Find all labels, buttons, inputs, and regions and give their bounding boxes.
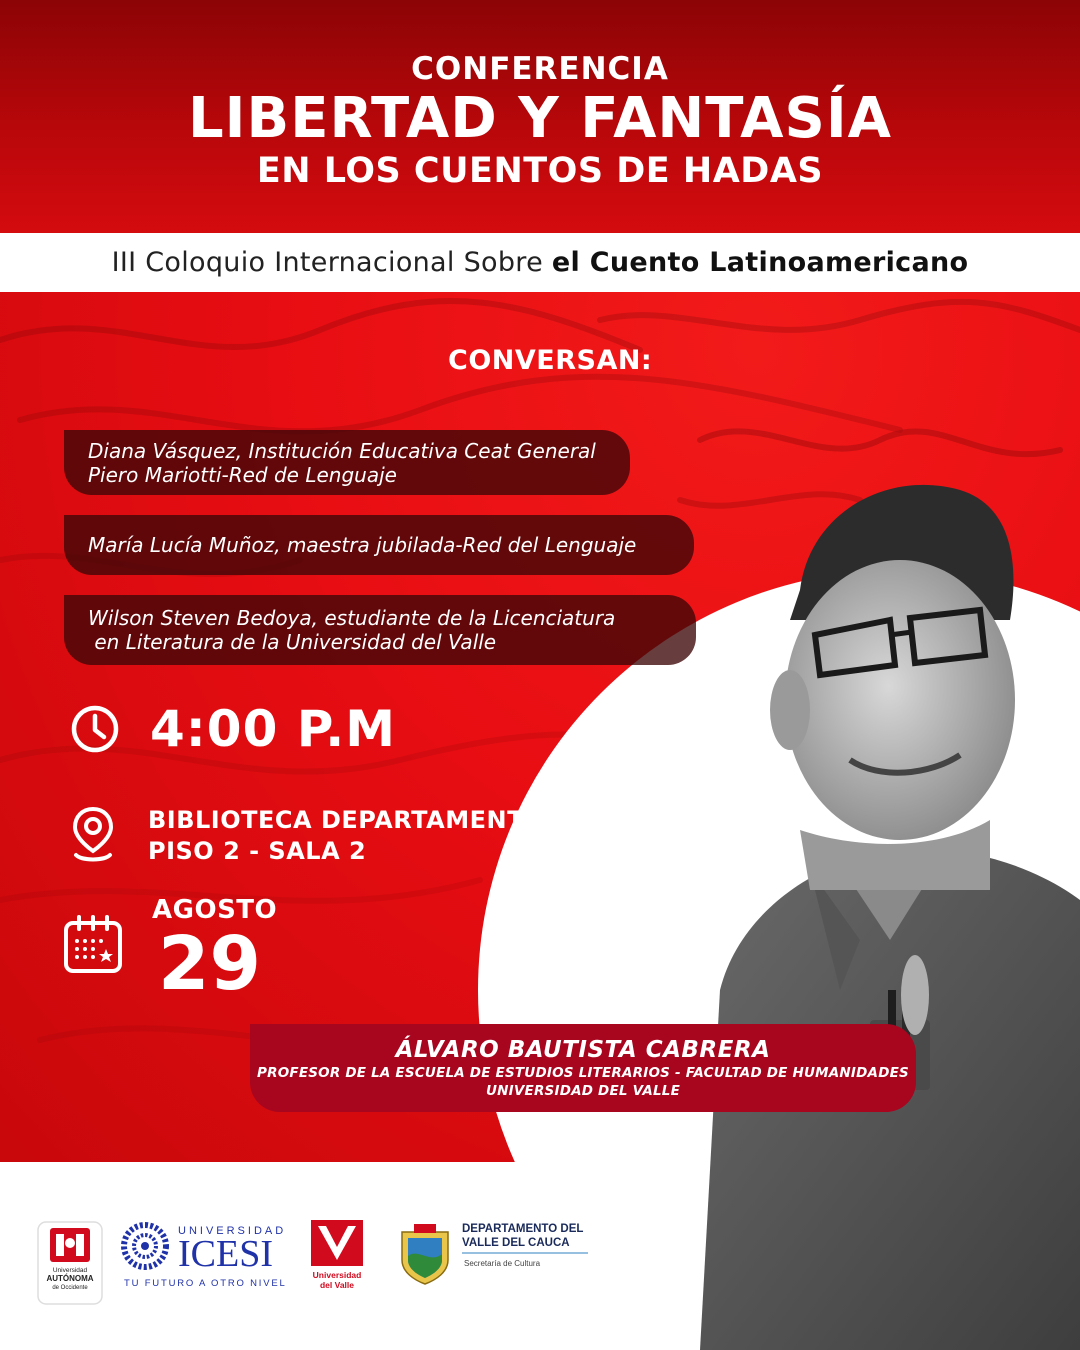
map-pin-icon xyxy=(70,805,116,863)
event-day: 29 xyxy=(158,921,261,1007)
speaker-photo xyxy=(640,470,1080,1350)
univalle-logo xyxy=(311,1220,363,1290)
speaker-pill xyxy=(64,595,696,665)
autonoma-logo xyxy=(38,1222,102,1304)
guest-role-line-2: UNIVERSIDAD DEL VALLE xyxy=(486,1083,680,1099)
guest-role-line-1: PROFESOR DE LA ESCUELA DE ESTUDIOS LITERARIOS - FACULTAD DE HUMANIDADES xyxy=(257,1065,909,1081)
location-line-2: PISO 2 - SALA 2 xyxy=(148,837,367,865)
univalle-text-1: Universidad xyxy=(312,1270,362,1280)
title-block xyxy=(0,50,1080,192)
time-row xyxy=(70,700,396,758)
title-line-3: EN LOS CUENTOS DE HADAS xyxy=(256,151,824,191)
event-date xyxy=(152,895,278,1007)
subtitle-normal: III Coloquio Internacional Sobre xyxy=(111,247,552,278)
event-month: AGOSTO xyxy=(152,895,278,925)
subtitle-strip xyxy=(0,233,1080,292)
speaker-line: Diana Vásquez, Institución Educativa Ceat General xyxy=(88,438,596,463)
autonoma-text-2: AUTÓNOMA xyxy=(46,1274,94,1283)
icesi-tagline: TU FUTURO A OTRO NIVEL xyxy=(124,1278,287,1289)
icesi-top: UNIVERSIDAD xyxy=(178,1225,287,1237)
location-line-1: BIBLIOTECA DEPARTAMENTAL xyxy=(148,806,557,834)
location-row xyxy=(70,805,557,867)
icesi-name: ICESI xyxy=(178,1233,273,1275)
subtitle-bold: el Cuento Latinoamericano xyxy=(551,247,969,278)
event-time: 4:00 P.M xyxy=(150,700,396,758)
speaker-pill xyxy=(64,430,630,495)
guest-name: ÁLVARO BAUTISTA CABRERA xyxy=(395,1037,771,1063)
calendar-icon xyxy=(62,913,124,975)
speakers-heading: CONVERSAN: xyxy=(448,345,653,376)
speaker-line: en Literatura de la Universidad del Valle xyxy=(88,630,497,654)
event-location xyxy=(148,805,557,867)
sponsor-logos xyxy=(0,1190,640,1310)
icesi-logo xyxy=(124,1225,287,1289)
speaker-pill xyxy=(64,515,694,575)
valle-cauca-logo xyxy=(402,1223,588,1284)
valle-text-1: DEPARTAMENTO DEL xyxy=(462,1223,584,1235)
valle-text-3: Secretaría de Cultura xyxy=(464,1259,541,1268)
subtitle xyxy=(112,247,969,278)
autonoma-text-1: Universidad xyxy=(52,1267,88,1274)
speaker-line: Piero Mariotti-Red de Lenguaje xyxy=(88,462,397,487)
title-line-1: CONFERENCIA xyxy=(411,51,669,87)
title-line-2: LIBERTAD Y FANTASÍA xyxy=(187,86,892,151)
speaker-line: María Lucía Muñoz, maestra jubilada-Red del Lenguaje xyxy=(88,533,637,557)
guest-card xyxy=(250,1024,916,1112)
clock-icon xyxy=(70,704,120,754)
valle-text-2: VALLE DEL CAUCA xyxy=(462,1237,570,1249)
date-row xyxy=(62,895,278,1007)
autonoma-text-3: de Occidente xyxy=(52,1285,88,1291)
speaker-line: Wilson Steven Bedoya, estudiante de la Licenciatura xyxy=(88,606,616,630)
univalle-text-2: del Valle xyxy=(319,1280,355,1290)
